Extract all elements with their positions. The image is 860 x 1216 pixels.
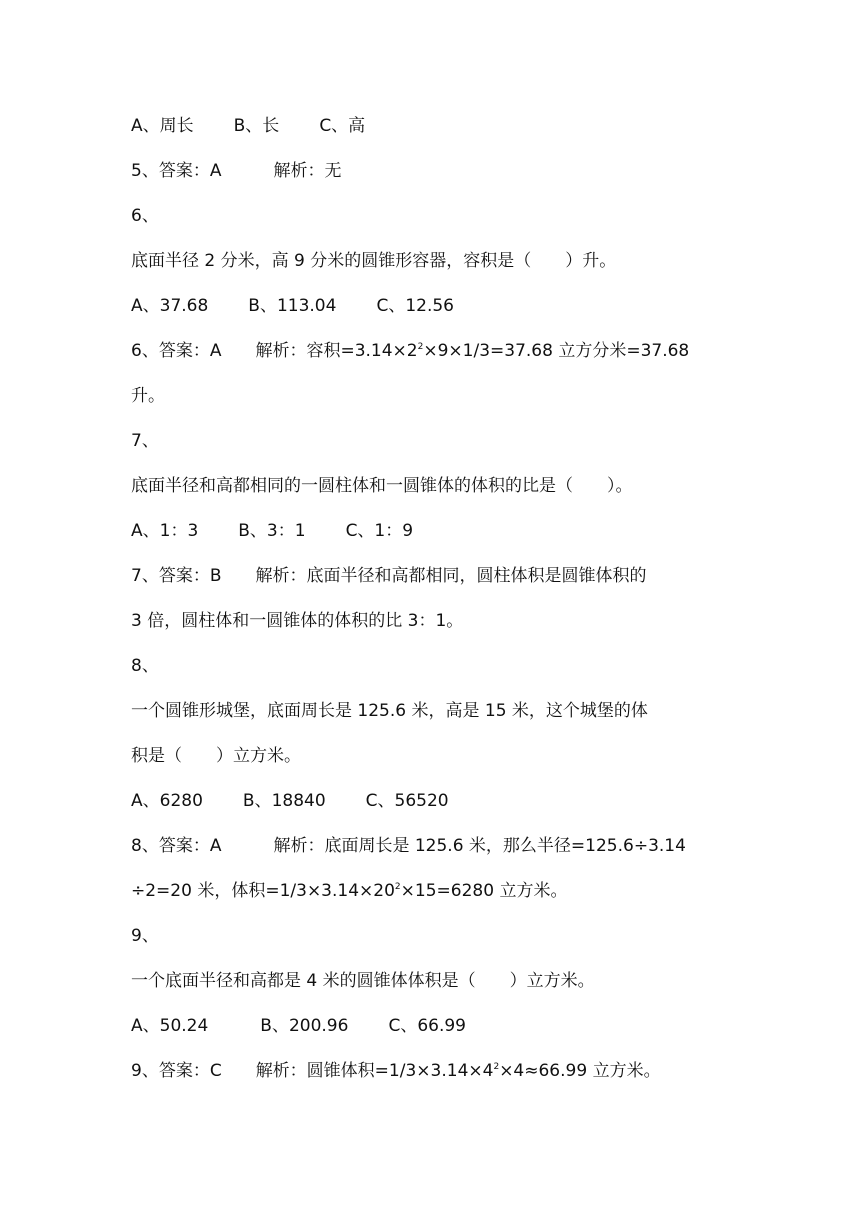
- answer-label: 8、答案：A: [131, 836, 222, 856]
- document-page: [131, 104, 731, 1094]
- answer-8: [131, 824, 731, 869]
- answer-8-continued: [131, 869, 731, 914]
- analysis-text-cont2: ×15=6280 立方米。: [400, 881, 568, 901]
- option-a: A、37.68: [131, 296, 209, 316]
- option-b: B、长: [233, 116, 280, 136]
- option-c: C、56520: [365, 791, 449, 811]
- analysis-text: 解析：容积=3.14×2: [255, 341, 418, 361]
- answer-9: [131, 1049, 731, 1094]
- q6-options: [131, 284, 731, 329]
- option-b: B、113.04: [248, 296, 337, 316]
- analysis-text-cont: ×4≈66.99 立方米。: [499, 1061, 661, 1081]
- q7-options: [131, 509, 731, 554]
- answer-6: [131, 329, 731, 374]
- question-6-text: 底面半径 2 分米，高 9 分米的圆锥形容器，容积是（ ）升。: [131, 251, 617, 271]
- answer-label: 7、答案：B: [131, 566, 222, 586]
- question-6-number: 6、: [131, 206, 159, 226]
- option-a: A、6280: [131, 791, 203, 811]
- analysis-text-cont: ÷2=20 米，体积=1/3×3.14×20: [131, 881, 395, 901]
- exponent: 2: [417, 342, 424, 352]
- option-c: C、1：9: [345, 521, 414, 541]
- analysis-text: 解析：底面半径和高都相同，圆柱体积是圆锥体积的: [255, 566, 647, 586]
- answer-6-continued: 升。: [131, 386, 165, 406]
- option-a: A、50.24: [131, 1016, 209, 1036]
- question-7-number: 7、: [131, 431, 159, 451]
- answer-7: [131, 554, 731, 599]
- option-a: A、周长: [131, 116, 194, 136]
- option-b: B、3：1: [238, 521, 306, 541]
- q9-options: [131, 1004, 731, 1049]
- option-b: B、18840: [242, 791, 326, 811]
- answer-7-continued: 3 倍，圆柱体和一圆锥体的体积的比 3：1。: [131, 611, 464, 631]
- question-8-text-line1: 一个圆锥形城堡，底面周长是 125.6 米，高是 15 米，这个城堡的体: [131, 701, 648, 721]
- option-c: C、12.56: [376, 296, 454, 316]
- analysis-text: 解析：无: [273, 161, 342, 181]
- answer-label: 9、答案：C: [131, 1061, 222, 1081]
- answer-label: 6、答案：A: [131, 341, 222, 361]
- option-c: C、66.99: [388, 1016, 466, 1036]
- question-8-number: 8、: [131, 656, 159, 676]
- question-9-text: 一个底面半径和高都是 4 米的圆锥体体积是（ ）立方米。: [131, 971, 595, 991]
- option-c: C、高: [319, 116, 366, 136]
- question-7-text: 底面半径和高都相同的一圆柱体和一圆锥体的体积的比是（ ）。: [131, 476, 633, 496]
- q4-options: [131, 104, 731, 149]
- exponent: 2: [493, 1062, 500, 1072]
- question-9-number: 9、: [131, 926, 159, 946]
- answer-label: 5、答案：A: [131, 161, 222, 181]
- q8-options: [131, 779, 731, 824]
- analysis-text: 解析：底面周长是 125.6 米，那么半径=125.6÷3.14: [273, 836, 686, 856]
- option-a: A、1：3: [131, 521, 199, 541]
- answer-5: [131, 149, 731, 194]
- question-8-text-line2: 积是（ ）立方米。: [131, 746, 301, 766]
- analysis-text-cont: ×9×1/3=37.68 立方分米=37.68: [423, 341, 690, 361]
- option-b: B、200.96: [260, 1016, 349, 1036]
- analysis-text: 解析：圆锥体积=1/3×3.14×4: [255, 1061, 494, 1081]
- exponent: 2: [394, 882, 401, 892]
